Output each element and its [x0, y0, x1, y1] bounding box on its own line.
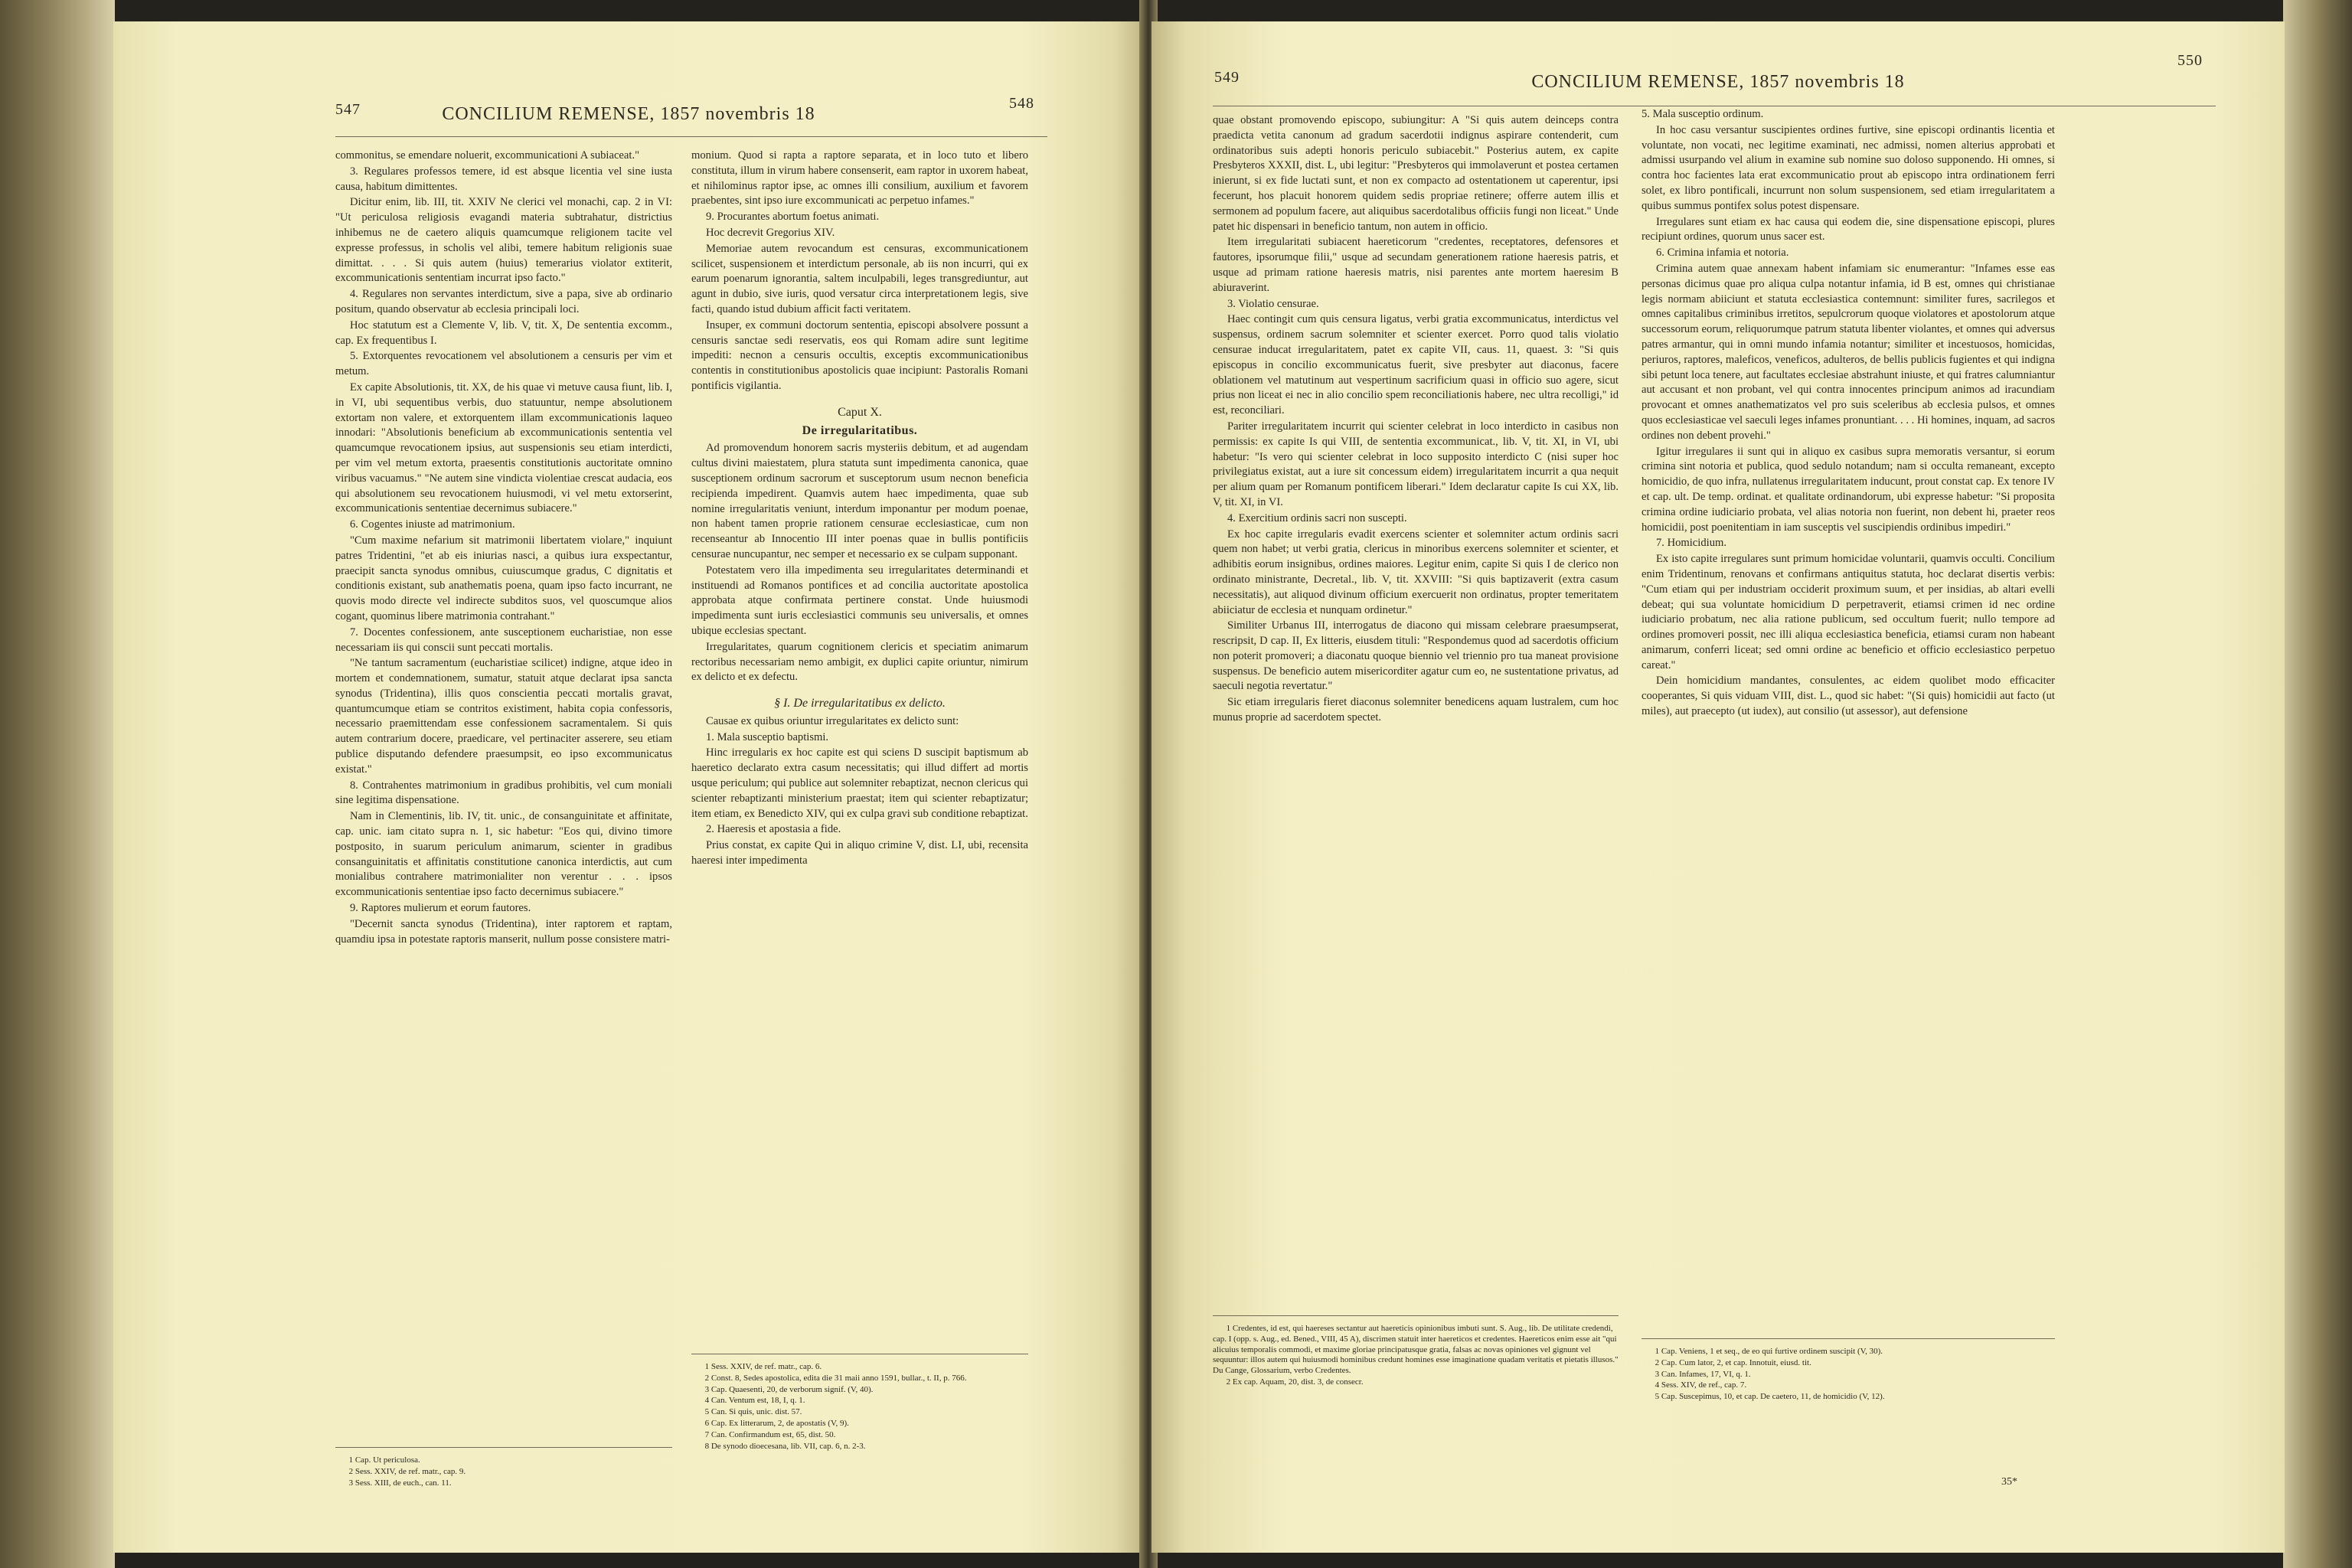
footnote: 3 Cap. Quaesenti, 20, de verborum signif. (V, 40). [704, 1384, 874, 1394]
chapter-heading: Caput X. [838, 405, 882, 419]
footnote: 1 Credentes, id est, qui haereses sectantur aut haereticis opinionibus imbuti sunt. S. Aug., lib. De utilitate credendi, cap. I (opp. s. Aug., ed. Bened., VIII, 45 A), discrimen statuit inter haereticos et credentes. Haereticos enim esse ait "qui alicuius temporalis commodi, et maxime gloriae principatusque gratia, falsas ac novas opiniones vel gignunt vel sequuntur: illos autem qui huiusmodi hominibus credunt homines esse imaginatione quadam veritatis et pietatis illusos." Du Cange, Glossarium, verbo Credentes. [1213, 1324, 1619, 1376]
paragraph: "Ne tantum sacramentum (eucharistiae scilicet) indigne, atque ideo in mortem et condemnationem, sumatur, statuit atque declarat ipsa sancta synodus (Tridentina), illis quos conscientia peccati mortalis gravat, quantumcumque etiam se contritos existiment, habita copia confessoris, necessario praemittendam esse confessionem sacramentalem. Si quis autem contrarium docere, praedicare, vel pertinaciter asserere, seu etiam publice disputando defendere praesumpsit, eo ipso excommunicatus existat." [335, 657, 672, 776]
paragraph: quae obstant promovendo episcopo, subiungitur: A "Si quis autem deinceps contra praedicta vetita canonum ad gradum sacerdotii indignus aspirare contenderit, cum ordinatoribus suis adepti honoris periculo subiacebit." Posterius autem, ex capite Presbyteros XXXII, dist. L, ubi legitur: "Presbyteros qui immolaverunt et postea certamen inierunt, si ex fide luctati sunt, et non ex compacto ad ostentationem ut caperentur, ipsi fecerunt, hos placuit honorem quidem sedis propriae retinere; offerre autem illis et sermonem ad populum facere, aut aliquibus sacerdotalibus officiis fungi non liceat." Unde patet hic dispensari in beneficio tantum, non autem in officio. [1213, 114, 1619, 233]
paragraph: Ex hoc capite irregularis evadit exercens scienter et solemniter actum ordinis sacri quem non habet; ut verbi gratia, clericus in minoribus exercens solemniter et scienter, et adhibitis eorum insignibus, ordines maiores. Legitur enim, capite Si quis I de clerico non ordinato ministrante, Decretal., lib. V, tit. XXVIII: "Si quis baptizaverit (extra casum necessitatis), aut aliquod divinum officium exercuerit non ordinatus, propter temeritatem abiiciatur de ecclesia et nunquam ordinetur." [1213, 528, 1619, 616]
paragraph: Similiter Urbanus III, interrogatus de diacono qui missam celebrare praesumpserat, rescripsit, D cap. II, Ex litteris, eiusdem tituli: "Respondemus quod ad sacerdotis officium non poterit promoveri; a diaconatu quoque biennio vel triennio pro tua maneat provisione suspensus. De beneficio autem misericorditer agatur cum eo, ne sustentatione privatus, ad saeculi negotia revertatur." [1213, 619, 1619, 693]
footnotes-549 [1213, 1315, 1619, 1389]
paragraph: Igitur irregulares ii sunt qui in aliquo ex casibus supra memoratis versantur, si eorum crimina sint notoria et publica, quod sedulo notandum; nam si occulta remaneant, excepto homicidio, de quo infra, nullatenus irregularitatem inducunt, prout constat cap. Ex tenore IV et cap. ult. De temp. ordinat. et qualitate ordinandorum, ubi expresse habetur: "Si proposita crimina ordine iudiciario probata, vel alias notoria non fuerint, non debent hi, praeter reos homicidii, post poenitentiam in iam susceptis vel suscipiendis ordinibus impediri." [1642, 445, 2055, 534]
paragraph: 2. Haeresis et apostasia a fide. [705, 823, 841, 836]
paragraph: Memoriae autem revocandum est censuras, excommunicationem scilicet, suspensionem et interdictum personale, ab iis non incurri, qui ex earum poenarum ignorantia, saltem inculpabili, leges transgrediuntur, aut agunt in dubio, sive iuris, quod versatur circa interpretationem legis, sive facti, quando istud dubium afficit facti veritatem. [691, 242, 1028, 315]
page-number-547: 547 [335, 101, 361, 118]
footnote: 1 Cap. Veniens, 1 et seq., de eo qui furtive ordinem suscipit (V, 30). [1655, 1347, 1883, 1356]
footnote: 6 Cap. Ex litterarum, 2, de apostatis (V, 9). [704, 1418, 849, 1428]
chapter-subtitle: De irregularitatibus. [802, 423, 918, 437]
paragraph: commonitus, se emendare noluerit, excommunicationi A subiaceat." [335, 149, 640, 162]
paragraph: In hoc casu versantur suscipientes ordines furtive, sine episcopi ordinantis licentia et voluntate, non vocati, nec legitime examinati, nec admissi, nomen alterius approbati et admissi usurpando vel alium in examine sub nomine suo doloso supponendo. Hi omnes, si contra hoc facientes lata erat excommunicatio prout ab episcopo intra ordinationem ferri solet, ex libro pontificali, incurrunt non solum suspensionem, sed etiam irregularitatem a quibus summus pontifex solus potest dispensare. [1642, 123, 2055, 212]
paragraph: Irregulares sunt etiam ex hac causa qui eodem die, sine dispensatione episcopi, plures recipiunt ordines, quorum unus sacer est. [1642, 215, 2055, 243]
paragraph: Item irregularitati subiacent haereticorum "credentes, receptatores, defensores et fautores, ipsorumque filii," usque ad secundam generationem ratione haeresis patris, et usque ad primam ratione haeresis matris, nisi parentes ante mortem haeresim B abiuraverint. [1213, 236, 1619, 294]
paragraph: "Cum maxime nefarium sit matrimonii libertatem violare," inquiunt patres Tridentini, "et ab eis iniurias nasci, a quibus iura exspectantur, praecipit sancta synodus omnibus, cuiuscumque gradus, C dignitatis et conditionis existant, sub anathematis poena, quam ipso facto incurrant, ne quovis modo directe vel indirecte subditos suos, vel quoscumque alios cogant, quominus libere matrimonia contrahant." [335, 534, 672, 622]
paragraph: 3. Regulares professos temere, id est absque licentia vel sine iusta causa, habitum dimittentes. [335, 165, 672, 193]
column-549 [1213, 113, 1619, 727]
paragraph: 9. Procurantes abortum foetus animati. [705, 211, 880, 224]
running-title: CONCILIUM REMENSE, 1857 novembris 18 [1531, 72, 1905, 92]
book-edge-left [0, 0, 115, 1568]
signature-mark: 35* [2001, 1476, 2017, 1488]
paragraph: "Decernit sancta synodus (Tridentina), inter raptorem et raptam, quamdiu ipsa in potestate raptoris manserit, nullum posse consistere matri- [335, 917, 672, 946]
paragraph: 1. Mala susceptio baptismi. [705, 730, 829, 743]
footnote: 2 Cap. Cum lator, 2, et cap. Innotuit, eiusd. tit. [1655, 1357, 1811, 1367]
paragraph: Dicitur enim, lib. III, tit. XXIV Ne clerici vel monachi, cap. 2 in VI: "Ut periculosa religiosis evagandi materia subtrahatur, districtius inhibemus ne de caetero aliquis quamcumque religionem tacite vel expresse professus, in scholis vel alibi, temere habitum religionis suae dimittat. . . . Si quis autem (huius) temerarius violator extiterit, excommunicationis sententiam incurrat ipso facto." [335, 196, 672, 285]
footnote: 2 Const. 8, Sedes apostolica, edita die 31 maii anno 1591, bullar., t. II, p. 766. [704, 1373, 967, 1383]
footnote: 1 Cap. Ut periculosa. [348, 1455, 420, 1465]
paragraph: Insuper, ex communi doctorum sententia, episcopi absolvere possunt a censuris sanctae sedi reservatis, eos qui Romam adire sunt legitime impediti: necnon a censuris occultis, exceptis excommunicationibus contentis in constitutionibus apostolicis quae incipiunt: Pastoralis Romani pontificis vigilantia. [691, 318, 1028, 392]
paragraph: 7. Homicidium. [1655, 537, 1726, 550]
paragraph: Sic etiam irregularis fieret diaconus solemniter benedicens aquam lustralem, cum hoc munus proprie ad sacerdotem spectet. [1213, 696, 1619, 724]
paragraph: 6. Cogentes iniuste ad matrimonium. [349, 518, 515, 531]
paragraph: 7. Docentes confessionem, ante susceptionem eucharistiae, non esse necessariam iis qui conscii sunt peccati mortalis. [335, 626, 672, 654]
page-header [1152, 52, 2285, 98]
page-number-548: 548 [1009, 95, 1034, 112]
footnote: 5 Cap. Suscepimus, 10, et cap. De caetero, 11, de homicidio (V, 12). [1655, 1392, 1885, 1402]
header-rule [335, 136, 1047, 137]
paragraph: 9. Raptores mulierum et eorum fautores. [349, 902, 531, 915]
paragraph: Nam in Clementinis, lib. IV, tit. unic., de consanguinitate et affinitate, cap. unic. iam citato supra n. 1, sic habetur: "Eos qui, divino timore postposito, in suarum periculum animarum, scienter in gradibus consanguinitatis et affinitatis constitutione canonica interdictis, aut cum monialibus contrahere matrimonialiter non verentur . . . ipsos excommunicationis sententiae ipso facto decernimus subiacere." [335, 810, 672, 899]
footnote: 2 Sess. XXIV, de ref. matr., cap. 9. [348, 1466, 466, 1476]
paragraph: 8. Contrahentes matrimonium in gradibus prohibitis, vel cum moniali sine legitima dispensatione. [335, 779, 672, 807]
footnote: 5 Can. Si quis, unic. dist. 57. [704, 1407, 802, 1417]
paragraph: 4. Regulares non servantes interdictum, sive a papa, sive ab ordinario positum, quando observatur ab ecclesia principali loci. [335, 288, 672, 315]
footnotes-547 [335, 1447, 672, 1489]
footnote: 3 Sess. XIII, de euch., can. 11. [348, 1478, 452, 1488]
footnote: 1 Sess. XXIV, de ref. matr., cap. 6. [704, 1362, 822, 1371]
paragraph: Causae ex quibus oriuntur irregularitates ex delicto sunt: [705, 714, 959, 727]
paragraph: Haec contingit cum quis censura ligatus, verbi gratia excommunicatus, interdictus vel suspensus, ordinem sacrum solemniter et scienter exercet. Porro quod talis violatio censurae inducat irregularitatem, patet ex capite VII, caus. 11, quaest. 3: "Si quis episcopus in concilio excommunicatus fuerit, sive presbyter aut diaconus, facere oblationem vel matutinum aut vespertinum sacrificium quasi in officio suo agere, sicut prius non liceat ei nec in alio concilio spem reconciliationis habere, nec ultra recolligi," id est, reconciliari. [1213, 313, 1619, 417]
footnote: 4 Can. Ventum est, 18, I, q. 1. [704, 1396, 805, 1406]
paragraph: Ad promovendum honorem sacris mysteriis debitum, et ad augendam cultus divini maiestatem, plura statuta sunt impedimenta canonica, quae susceptionem ordinum sacrorum et susceptorum usum necnon beneficia recipienda impedirent. Quamvis autem haec impedimenta, quae sub nomine irregularitatis veniunt, interdum imponantur per modum poenae, non habent tamen proprie rationem censurae ecclesiasticae, cum non recenseantur ab Innocentio III inter poenas quae in bullis pontificiis censurae nuncupantur, nec semper et necessario ex se culpam supponant. [691, 442, 1028, 560]
paragraph: Hoc decrevit Gregorius XIV. [705, 226, 835, 239]
page-header [113, 87, 1144, 124]
footnote: 4 Sess. XIV, de ref., cap. 7. [1655, 1380, 1747, 1390]
book-edge-right [2283, 0, 2352, 1568]
footnote: 3 Can. Infames, 17, VI, q. 1. [1655, 1369, 1751, 1379]
paragraph: Ex isto capite irregulares sunt primum homicidae voluntarii, quamvis occulti. Concilium enim Tridentinum, renovans et confirmans antiquitus statuta, hoc declarat disertis verbis: "Cum etiam qui per industriam occiderit proximum suum, et per insidias, ab altari evelli debeat; qui sua voluntate homicidium D perpetraverit, etiamsi crimen id nec ordine iudiciario probatum, nec alia ratione publicum, sed occultum fuerit; nullo tempore ad ordines promoveri possit, nec illi aliqua ecclesiastica beneficia, etiamsi curam non habeant animarum, conferri liceat; sed omni ordine ac beneficio et officio ecclesiastico perpetuo careat." [1642, 553, 2055, 671]
page-number-549: 549 [1214, 69, 1240, 86]
paragraph: Irregularitates, quarum cognitionem clericis et speciatim animarum rectoribus necessariam nemo ambigit, ex duplici capite oriuntur, nimirum ex delicto et ex defectu. [691, 640, 1028, 684]
section-heading: § I. De irregularitatibus ex delicto. [774, 697, 946, 710]
paragraph: Hinc irregularis ex hoc capite est qui sciens D suscipit baptismum ab haeretico declarato extra casum necessitatis; qui illud differt ad mortis usque periculum; qui publice aut solemniter rebaptizat, necnon clericus qui scienter rebaptizanti ministerium praestat; item qui scienter rebaptizatur; item etiam, ex Benedicto XIV, qui ex culpa gravi sub conditione rebaptizat. [691, 746, 1028, 820]
paragraph: monium. Quod si rapta a raptore separata, et in loco tuto et libero constituta, illum in virum habere consenserit, eam raptor in uxorem habeat, et nihilominus raptor ipse, ac omnes illi consilium, auxilium et favorem praebentes, sint ipso iure excommunicati ac perpetuo infames." [691, 149, 1028, 207]
paragraph: Hoc statutum est a Clemente V, lib. V, tit. X, De sententia excomm., cap. Ex frequentibus I. [335, 318, 672, 347]
footnotes-550 [1642, 1338, 2055, 1403]
paragraph: 4. Exercitium ordinis sacri non suscepti. [1227, 511, 1407, 524]
paragraph: Crimina autem quae annexam habent infamiam sic enumerantur: "Infames esse eas personas dicimus quae pro aliqua culpa notantur infamia, id B est, omnes qui christianae legis normam abiiciunt et statuta ecclesiastica contemnunt: similiter fures, sacrilegos et omnes capitalibus criminibus irretitos, sepulcrorum quoque violatores et apostolorum atque successorum eorum, reliquorumque patrum statuta libenter violantes, et omnes qui adversus patres armantur, qui in omni mundo infamia notantur; similiter et incestuosos, homicidas, periuros, raptores, maleficos, veneficos, adulteros, de bellis publicis fugientes et qui indigna sibi petunt loca tenere, aut facultates ecclesiae abstrahunt iniuste, et qui fratres calumniantur aut accusant et non probant, vel qui contra innocentes principum animos ad iracundiam provocant et omnes anathematizatos vel pro suis sceleribus ab ecclesia pulsos, et omnes quos ecclesiasticae vel saeculi leges infames pronuntiant. . . . Hi homines, inquam, ad sacros ordines non debent provehi." [1642, 262, 2055, 442]
footnote: 8 De synodo dioecesana, lib. VII, cap. 6, n. 2-3. [704, 1441, 866, 1451]
right-page [1152, 21, 2285, 1553]
paragraph: 5. Extorquentes revocationem vel absolutionem a censuris per vim et metum. [335, 350, 672, 378]
left-page [113, 21, 1144, 1553]
footnotes-548 [691, 1354, 1028, 1452]
column-550 [1642, 107, 2055, 720]
paragraph: 3. Violatio censurae. [1227, 297, 1319, 310]
paragraph: Prius constat, ex capite Qui in aliquo crimine V, dist. LI, ubi, recensita haeresi inter impedimenta [691, 839, 1028, 867]
column-547 [335, 149, 672, 948]
footnote: 2 Ex cap. Aquam, 20, dist. 3, de consecr. [1226, 1377, 1364, 1387]
paragraph: Potestatem vero illa impedimenta seu irregularitates determinandi et instituendi ad Romanos pontifices et ad concilia auctoritate apostolica approbata atque confirmata pertinere constat. Unde huiusmodi impedimenta sunt iuris ecclesiastici communis seu universalis, et omnes ubique ecclesias spectant. [691, 564, 1028, 637]
running-title: CONCILIUM REMENSE, 1857 novembris 18 [442, 104, 815, 124]
footnote: 7 Can. Confirmandum est, 65, dist. 50. [704, 1429, 836, 1439]
paragraph: 5. Mala susceptio ordinum. [1642, 108, 1764, 120]
paragraph: Ex capite Absolutionis, tit. XX, de his quae vi metuve causa fiunt, lib. I, in VI, ubi sequentibus verbis, duo statuuntur, nempe absolutionem extortam non valere, et extorquentem illam excommunicationis laqueo innodari: "Absolutionis beneficium ab excommunicationis sententia vel quamcumque revocationem ipsius, aut suspensionis seu etiam interdicti, per vim vel metum extorta, praesentis constitutionis auctoritate omnino viribus vacuamus." "Ne autem sine vindicta violentiae crescat audacia, eos qui absolutionem seu revocationem huiusmodi, vi vel metu extorserint, excommunicationis sententiae decernimus subiacere." [335, 381, 672, 515]
paragraph: 6. Crimina infamia et notoria. [1655, 247, 1789, 260]
column-548 [691, 149, 1028, 870]
paragraph: Pariter irregularitatem incurrit qui scienter celebrat in loco interdicto in casibus non permissis: ex capite Is qui VIII, de sententia excommunicat., lib. V, tit. XI, in VI, ubi habetur: "Is vero qui scienter celebrat in loco supposito interdicto C (nisi super hoc privilegiatus existat, aut a iure sit concessum eidem) irregularitatem incurrit a qua nequit per alium quam per Romanum pontificem liberari." Idem declaratur capite Is cui XX, lib. V, tit. XI, in VI. [1213, 420, 1619, 508]
page-number-550: 550 [2177, 52, 2203, 69]
paragraph: Dein homicidium mandantes, consulentes, ac eidem quolibet modo efficaciter cooperantes, Si quis viduam VIII, dist. L., quod sic habet: "(Si quis) homicidii aut facto (ut miles), aut praecepto (ut iudex), aut consilio (ut assessor), aut defensione [1642, 675, 2055, 718]
